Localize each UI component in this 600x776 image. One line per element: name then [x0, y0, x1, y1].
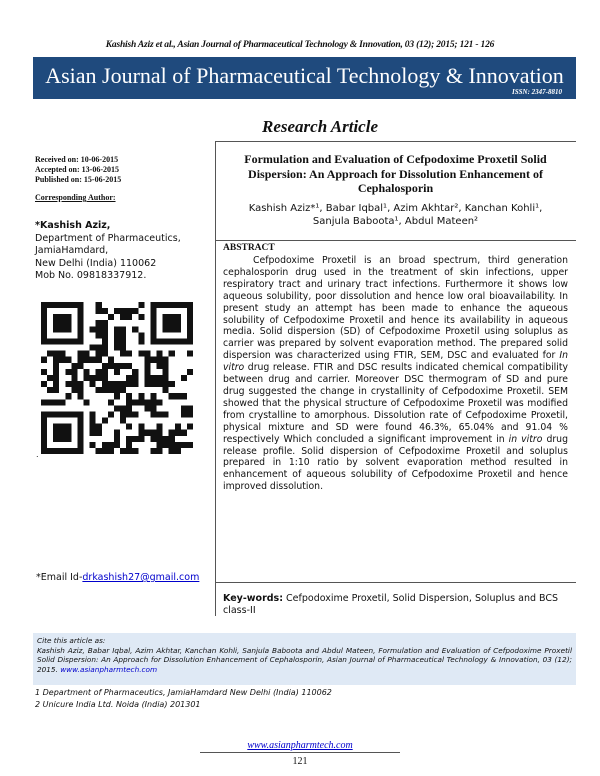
paper-title: Formulation and Evaluation of Cefpodoxime Proxetil Solid Dispersion: An Approach for Dissolution Enhancement of Cephalosporin [244, 152, 547, 195]
author-name: *Kashish Aziz, [35, 220, 111, 231]
cite-body: Kashish Aziz, Babar Iqbal, Azim Akhtar, Kanchan Kohli, Sanjula Baboota and Abdul Mateen, Formulation and Evaluation of Cefpodoxime Proxetil Solid Dispersion: An Approach for Dissolution Enhancement of Cephalosporin, Asian Journal of Pharmaceutical Technology & Innovation, 03 (12); 2015. [37, 645, 572, 674]
keywords-label: Key-words: [223, 593, 284, 604]
abstract-rule [216, 240, 576, 241]
keywords [223, 593, 568, 617]
author-dept: Department of Pharmaceutics, [35, 232, 181, 244]
journal-banner [33, 57, 576, 99]
published-date: Published on: 15-06-2015 [35, 175, 122, 184]
author-list [223, 202, 568, 228]
keywords-text: Cefpodoxime Proxetil, Solid Dispersion, Soluplus and BCS class-II [223, 593, 559, 616]
article-type: Research Article [262, 117, 378, 136]
received-date: Received on: 10-06-2015 [35, 155, 119, 164]
email-link[interactable]: drkashish27@gmail.com [82, 572, 200, 583]
citation-text [37, 636, 572, 674]
top-rule [216, 141, 576, 142]
cite-label: Cite this article as: [37, 636, 106, 645]
citation-box [33, 633, 576, 685]
cite-link[interactable]: www.asianpharmtech.com [60, 664, 158, 674]
affiliation-2: 2 Unicure India Ltd. Noida (India) 201301 [35, 699, 201, 709]
journal-title: Asian Journal of Pharmaceutical Technology & Innovation [45, 63, 564, 88]
authors-line-2: Sanjula Baboota¹, Abdul Mateen² [312, 216, 479, 227]
qr-code [37, 302, 197, 454]
affiliation-1: 1 Department of Pharmaceutics, JamiaHamdard New Delhi (India) 110062 [35, 688, 332, 697]
authors-line-1: Kashish Aziz*¹, Babar Iqbal¹, Azim Akhtar², Kanchan Kohli¹, [248, 203, 543, 214]
author-mobile: Mob No. 09818337912. [35, 270, 147, 281]
email-line [36, 572, 199, 583]
abstract-part-3: drug release profile. Solid dispersion of Cefpodoxime Proxetil and soluplus prepared in 1:10 ratio by solvent evaporation method resulted in enhancement of aqueous solubility of Cefpodoxime Proxetil and hence improved dissolution. [223, 433, 568, 493]
running-header: Kashish Aziz et al., Asian Journal of Pharmaceutical Technology & Innovation, 03 (12); 2015; 121 - 126 [105, 40, 495, 50]
footer-rule [200, 752, 400, 753]
dates [35, 155, 220, 185]
page-number: 121 [292, 756, 308, 767]
accepted-date: Accepted on: 13-06-2015 [35, 165, 119, 174]
qr-caption: . [36, 450, 39, 459]
column-divider [215, 141, 216, 616]
footer-link[interactable]: www.asianpharmtech.com [247, 740, 353, 751]
author-inst: JamiaHamdard, [35, 245, 109, 256]
affiliations [35, 687, 332, 710]
abstract-italic-2: in vitro [508, 433, 543, 445]
abstract-italic-1: In vitro [223, 350, 568, 374]
email-label: *Email Id- [36, 572, 83, 583]
abstract-heading: ABSTRACT [223, 243, 275, 253]
corresponding-label: Corresponding Author: [35, 193, 116, 202]
corresponding-author [35, 220, 220, 283]
keywords-rule [216, 582, 576, 583]
abstract-text [223, 255, 568, 493]
abstract-part-1: Cefpodoxime Proxetil is an broad spectrum, third generation cephalosporin drug used in the treatment of skin infections, upper respiratory tract and urinary tract infections. Furthermore it shows low aqueous solubility, poor dissolution and hence low oral bioavailability. In present study an attempt has been made to enhance the aqueous solubility of Cefpodoxime Proxetil and hence its availability in aqueous media. Solid dispersion (SD) of Cefpodoxime Proxetil using soluplus as carrier was prepared by solvent evaporation method. The prepared solid dispersion was characterized using FTIR, SEM, DSC and evaluated for [223, 255, 568, 362]
author-city: New Delhi (India) 110062 [35, 257, 157, 269]
left-column [35, 155, 220, 283]
abstract-part-2: drug release. FTIR and DSC results indicated chemical compatibility between drug and carrier. Moreover DSC thermogram of SD and pure drug suggested the change in crystallinity of Cefpodoxime Proxetil. SEM showed that the physical structure of Cefpodoxime Proxetil was modified from crystalline to amorphous. Dissolution rate of Cefpodoxime Proxetil, physical mixture and SD were found 46.3%, 65.04% and 91.04 % respectively Which concluded a significant improvement in [223, 362, 568, 445]
issn: ISSN: 2347-8810 [512, 88, 562, 96]
